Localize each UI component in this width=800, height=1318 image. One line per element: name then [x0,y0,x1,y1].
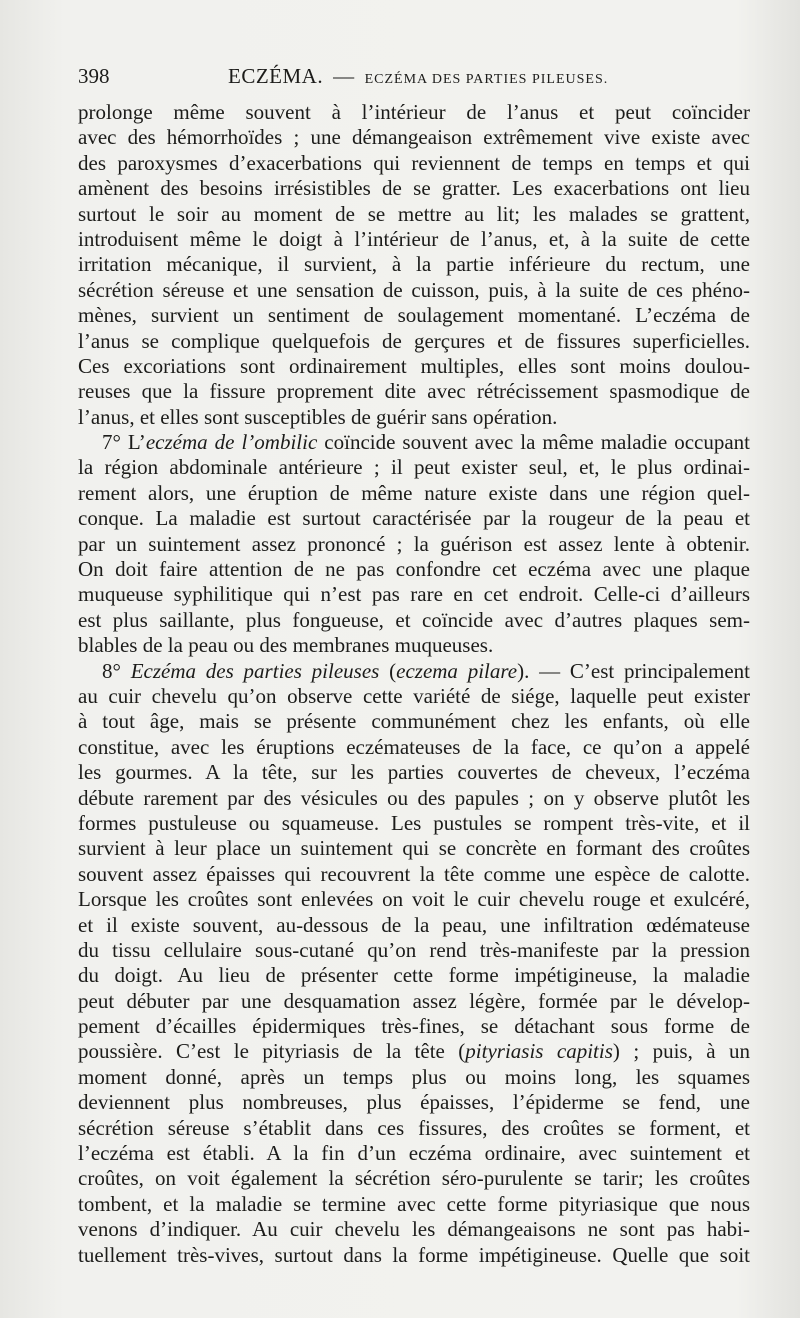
text-segment: 8° [102,658,131,683]
page-number: 398 [78,64,110,88]
text-segment: conque. La maladie est surtout caractérisée par la rougeur de la peau et [78,506,750,531]
text-segment: sécrétion séreuse s’établit dans ces fissures, des croûtes se forment, et [78,1115,750,1140]
text-segment: avec des hémorrhoïdes ; une démangeaison extrêmement vive existe avec [78,125,750,150]
text-segment: prolonge même souvent à l’intérieur de l’anus et peut coïncider [78,100,750,124]
text-segment: par un suintement assez prononcé ; la guérison est assez lente à obtenir. [78,531,750,556]
text-line [78,887,750,912]
text-segment: les gourmes. A la tête, sur les parties couvertes de cheveux, l’eczéma [78,760,750,785]
text-line [78,1192,750,1217]
text-segment: amènent des besoins irrésistibles de se gratter. Les exacerbations ont lieu [78,176,750,201]
text-line [78,252,750,277]
italic-text: Eczéma des parties pileuses [130,658,380,683]
text-segment: reuses que la fissure proprement dite avec rétrécissement spasmodique de [78,379,750,404]
text-segment: surtout le soir au moment de se mettre au lit; les malades se grattent, [78,201,750,226]
italic-text: eczema pilare [396,658,518,683]
text-segment: tombent, et la maladie se termine avec cette forme pityriasique que nous [78,1191,750,1216]
text-line [78,202,750,227]
italic-text: eczéma de l’ombilic [145,430,318,455]
text-segment: muqueuse syphilitique qui n’est pas rare en cet endroit. Celle-ci d’ailleurs [78,582,750,607]
text-line [78,506,750,531]
text-segment: du tissu cellulaire sous-cutané qu’on rend très-manifeste par la pression [78,937,750,962]
text-line [78,1217,750,1242]
text-segment: la région abdominale antérieure ; il peut exister seul, et, le plus ordinai- [78,455,750,480]
text-segment: l’anus se complique quelquefois de gerçures et de fissures superficielles. [78,328,750,353]
text-line [78,836,750,861]
text-line [78,1166,750,1191]
text-segment: souvent assez épaisses qui recouvrent la tête comme une espèce de calotte. [78,861,750,886]
text-segment: pement d’écailles épidermiques très-fines, se détachant sous forme de [78,1014,750,1039]
text-line [78,1065,750,1090]
text-segment: formes pustuleuse ou squameuse. Les pustules se rompent très-vite, et il [78,810,750,835]
text-line [78,989,750,1014]
running-title [228,64,608,89]
text-line [78,125,750,150]
text-line [78,278,750,303]
text-segment: ). — C’est principalement [517,658,750,683]
text-segment: peut débuter par une desquamation assez légère, formée par le dévelop- [78,988,750,1013]
text-segment: poussière. C’est le pityriasis de la tête ( [78,1039,466,1064]
text-line [78,227,750,252]
text-segment: débute rarement par des vésicules ou des papules ; on y observe plutôt les [78,785,750,810]
text-segment: moment donné, après un temps plus ou moins long, les squames [78,1064,750,1089]
text-segment: l’anus, et elles sont susceptibles de guérir sans opération. [78,404,558,429]
text-line [78,1116,750,1141]
text-line [78,1243,750,1268]
text-segment: ) ; puis, à un [612,1039,751,1064]
text-segment: au cuir chevelu qu’on observe cette variété de siége, laquelle peut exister [78,683,750,708]
text-line [78,709,750,734]
text-line [78,913,750,938]
text-line [78,633,750,658]
text-segment: tuellement très-vives, surtout dans la forme impétigineuse. Quelle que soit [78,1242,750,1267]
body-text [78,100,750,1268]
text-segment: Lorsque les croûtes sont enlevées on voit le cuir chevelu rouge et exulcéré, [78,887,750,912]
text-segment: mènes, survient un sentiment de soulagement momentané. L’eczéma de [78,303,750,328]
text-segment: des paroxysmes d’exacerbations qui reviennent de temps en temps et qui [78,150,750,175]
text-line [78,608,750,633]
text-segment: blables de la peau ou des membranes muqueuses. [78,633,494,658]
text-line [78,1039,750,1064]
text-line [78,379,750,404]
text-line [78,684,750,709]
italic-text: pityriasis capitis [465,1039,613,1064]
text-segment: survient à leur place un suintement qui se concrète en formant des croûtes [78,836,750,861]
text-segment: du doigt. Au lieu de présenter cette forme impétigineuse, la maladie [78,963,750,988]
text-segment: constitue, avec les éruptions eczémateuses de la face, ce qu’on a appelé [78,734,750,759]
text-line [78,481,750,506]
text-segment: irritation mécanique, il survient, à la partie inférieure du rectum, une [78,252,750,277]
text-segment: et il existe souvent, au-dessous de la peau, une infiltration œdémateuse [78,912,750,937]
text-line [78,303,750,328]
text-line [78,786,750,811]
text-line [78,862,750,887]
text-line [78,963,750,988]
text-line [78,1014,750,1039]
running-title-dash: — [333,64,355,88]
text-line [78,811,750,836]
text-segment: est plus saillante, plus fongueuse, et coïncide avec d’autres plaques sem- [78,607,750,632]
text-line [78,151,750,176]
text-line [78,938,750,963]
text-line [78,532,750,557]
text-segment: 7° L’ [102,430,146,455]
text-line [78,455,750,480]
text-segment: sécrétion séreuse et une sensation de cuisson, puis, à la suite de ces phéno- [78,277,750,302]
text-line [78,659,750,684]
text-segment: croûtes, on voit également la sécrétion séro-purulente se tarir; les croûtes [78,1166,750,1191]
text-segment: coïncide souvent avec la même maladie occupant [317,430,750,455]
text-line [78,582,750,607]
text-segment: introduisent même le doigt à l’intérieur de l’anus, et, à la suite de cette [78,226,750,251]
text-segment: l’eczéma est établi. A la fin d’un eczéma ordinaire, avec suintement et [78,1141,750,1166]
text-segment: On doit faire attention de ne pas confondre cet eczéma avec une plaque [78,557,750,582]
text-line [78,1141,750,1166]
text-line [78,1090,750,1115]
text-segment: rement alors, une éruption de même nature existe dans une région quel- [78,480,750,505]
running-title-main: ECZÉMA. [228,64,324,88]
text-line [78,760,750,785]
text-segment: Ces excoriations sont ordinairement multiples, elles sont moins doulou- [78,353,750,378]
text-segment: ( [379,658,397,683]
text-line [78,354,750,379]
text-segment: deviennent plus nombreuses, plus épaisses, l’épiderme se fend, une [78,1090,750,1115]
running-header [78,64,748,94]
running-title-subtitle: ECZÉMA DES PARTIES PILEUSES. [364,72,609,87]
text-line [78,557,750,582]
text-line [78,176,750,201]
text-line [78,405,750,430]
text-line [78,100,750,125]
text-segment: venons d’indiquer. Au cuir chevelu les démangeaisons ne sont pas habi- [78,1217,750,1242]
text-line [78,329,750,354]
text-line [78,735,750,760]
text-line [78,430,750,455]
text-segment: à tout âge, mais se présente communément chez les enfants, où elle [78,709,750,734]
